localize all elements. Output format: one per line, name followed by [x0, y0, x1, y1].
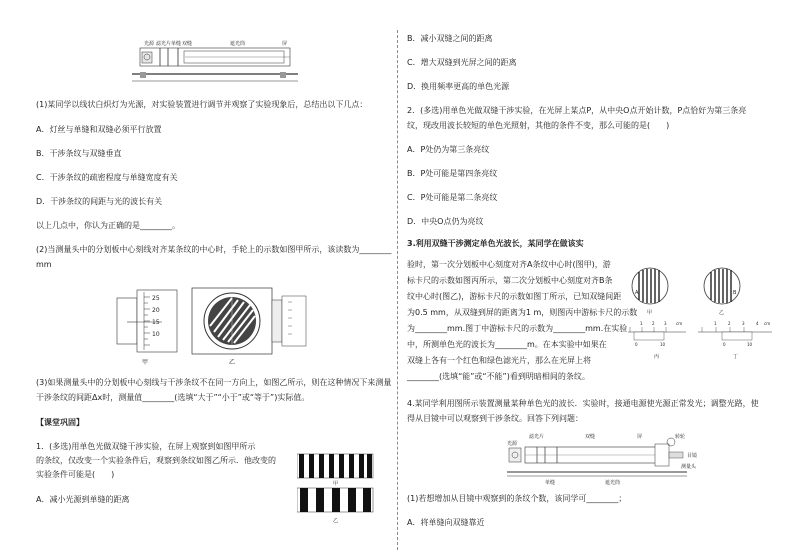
- fig5-head: 测量头: [681, 464, 697, 470]
- c1-option-c: C．增大双缝到光屏之间的距离: [407, 58, 517, 67]
- c4-q1: (1)若想增加从目镜中观察到的条纹个数，该同学可________；: [407, 494, 627, 503]
- fig5-light: 光源: [507, 441, 518, 447]
- apparatus2-figure: [505, 428, 705, 488]
- q1-ask: 以上几点中，你认为正确的是________。: [36, 221, 180, 230]
- fig5-tube: 遮光筒: [605, 480, 621, 486]
- label-screen: 屏: [282, 41, 288, 47]
- c3-title: 3.利用双缝干涉测定单色光波长，某同学在做该实: [407, 239, 584, 248]
- c3-line6: 中，所测单色光的波长为________m。在本实验中如果在: [407, 340, 607, 349]
- label-double: 双缝: [182, 41, 193, 47]
- c1-option-b: B．减小双缝之间的距离: [407, 34, 493, 43]
- section-title: 【课堂巩固】: [36, 418, 84, 427]
- label-ding: 丁: [733, 354, 739, 360]
- q3-line1: (3)如果测量头中的分划板中心刻线与干涉条纹不在同一方向上，如图乙所示，则在这种情况下来测量: [36, 378, 392, 387]
- bing-tick-1: 1: [640, 321, 643, 326]
- ding-tick-4: 4: [756, 321, 759, 326]
- c2-option-b: B．P处可能是第四条亮纹: [407, 169, 498, 178]
- fringe-label-yi: 乙: [333, 518, 339, 524]
- c3-line2: 标卡尺的示数如图丙所示，第二次分划板中心刻度对齐B条: [407, 276, 613, 285]
- ding-vtick-10: 10: [747, 342, 753, 347]
- q2-line1: (2)当测量头中的分划板中心刻线对齐某条纹的中心时，手轮上的示数如图甲所示，该读数为________: [36, 245, 392, 254]
- fringes-figure: [297, 452, 379, 524]
- c2-option-a: A．P处仍为第三条亮纹: [407, 145, 490, 154]
- tick-15: 15: [152, 319, 160, 326]
- bing-unit: cm: [676, 321, 683, 326]
- tick-10: 10: [152, 331, 160, 338]
- vernier-figure: [626, 264, 774, 364]
- ding-tick-1: 1: [714, 321, 717, 326]
- bing-tick-2: 2: [652, 321, 655, 326]
- fringe-label-jia: 甲: [333, 481, 339, 487]
- c3-line1: 验时，第一次分划板中心刻度对齐A条纹中心时(图甲)，游: [407, 260, 611, 269]
- c4-line2: 得从目镜中可以观察到干涉条纹。回答下列问题：: [407, 414, 583, 423]
- fig5-wheel: 转轮: [675, 434, 686, 440]
- fig5-double: 双缝: [585, 434, 596, 440]
- c3-line3: 纹中心时(图乙)，游标卡尺的示数如图丁所示，已知双缝间距: [407, 292, 622, 301]
- fig5-single: 单缝: [545, 480, 556, 486]
- label-jia-r: 甲: [647, 310, 653, 316]
- label-single: 单缝: [171, 41, 182, 47]
- c3-line5: 为________mm.图丁中游标卡尺的示数为________mm.在实验: [407, 324, 628, 333]
- ding-tick-2: 2: [728, 321, 731, 326]
- c1-line2: 的条纹，仅改变一个实验条件后，观察到条纹如图乙所示．他改变的: [36, 456, 276, 465]
- column-divider: [397, 30, 398, 550]
- c1-option-a: A．减小光源到单缝的距离: [36, 495, 130, 504]
- label-yi-r: 乙: [719, 310, 725, 316]
- c2-line2: 纹，现改用波长较短的单色光照射，其他的条件不变，那么可能的是( ): [407, 121, 670, 130]
- c1-line1: 1．(多选)用单色光做双缝干涉实验，在屏上观察到如图甲所示: [36, 442, 256, 451]
- label-bing: 丙: [654, 354, 660, 360]
- bing-tick-3: 3: [664, 321, 667, 326]
- c1-option-d: D．换用频率更高的单色光源: [407, 82, 510, 91]
- c2-option-c: C．P处可能是第二条亮纹: [407, 193, 498, 202]
- c3-line7: 双缝上各有一个红色和绿色滤光片，那么在光屏上将: [407, 356, 591, 365]
- label-jia: 甲: [142, 359, 149, 366]
- q1-stem: (1)某同学以线状白炽灯为光源，对实验装置进行调节并观察了实验现象后，总结出以下几点：: [36, 100, 368, 109]
- marker-a: A: [635, 290, 639, 296]
- c2-option-d: D．中央O点仍为亮纹: [407, 217, 484, 226]
- marker-b: B: [733, 290, 737, 296]
- c4-line1: 4.某同学利用图所示装置测量某种单色光的波长．实验时，接通电源使光源正常发光；调整光路，使: [407, 399, 759, 408]
- ding-tick-3: 3: [742, 321, 745, 326]
- c3-line4: 为0.5 mm，从双缝到屏的距离为1 m，则图丙中游标卡尺的示数: [407, 308, 638, 317]
- q1-option-b: B．干涉条纹与双缝垂直: [36, 149, 122, 158]
- apparatus-figure: [130, 36, 300, 90]
- label-filter: 滤光片: [156, 41, 172, 47]
- bing-vtick-0: 0: [635, 342, 638, 347]
- label-yi: 乙: [229, 359, 236, 366]
- label-light: 光源: [144, 41, 155, 47]
- tick-25: 25: [152, 295, 160, 302]
- c4-option-a: A．将单缝向双缝靠近: [407, 518, 485, 527]
- measurement-figure: [112, 282, 312, 368]
- c3-line8: ________(选填“能”或“不能”)看到明暗相间的条纹。: [407, 372, 590, 381]
- fig5-filter: 滤光片: [529, 434, 545, 440]
- fig5-screen: 屏: [637, 434, 643, 440]
- label-tube: 遮光筒: [230, 41, 246, 47]
- q2-line2: mm: [36, 260, 52, 269]
- c2-line1: 2．(多选)用单色光做双缝干涉实验，在光屏上某点P，从中央O点开始计数，P点恰好为第三条亮: [407, 106, 747, 115]
- fig5-eyepiece: 目镜: [687, 453, 698, 459]
- ding-unit: cm: [764, 321, 771, 326]
- q1-option-d: D．干涉条纹的间距与光的波长有关: [36, 197, 163, 206]
- q1-option-c: C．干涉条纹的疏密程度与单缝宽度有关: [36, 173, 178, 182]
- bing-vtick-10: 10: [660, 342, 666, 347]
- ding-vtick-0: 0: [723, 342, 726, 347]
- tick-20: 20: [152, 307, 160, 314]
- q1-option-a: A．灯丝与单缝和双缝必须平行放置: [36, 125, 162, 134]
- c1-line3: 实验条件可能是( ): [36, 470, 115, 479]
- q3-line2: 干涉条纹的间距Δx时，测量值________(选填“大于”“小于”或“等于”)实际值。: [36, 393, 310, 402]
